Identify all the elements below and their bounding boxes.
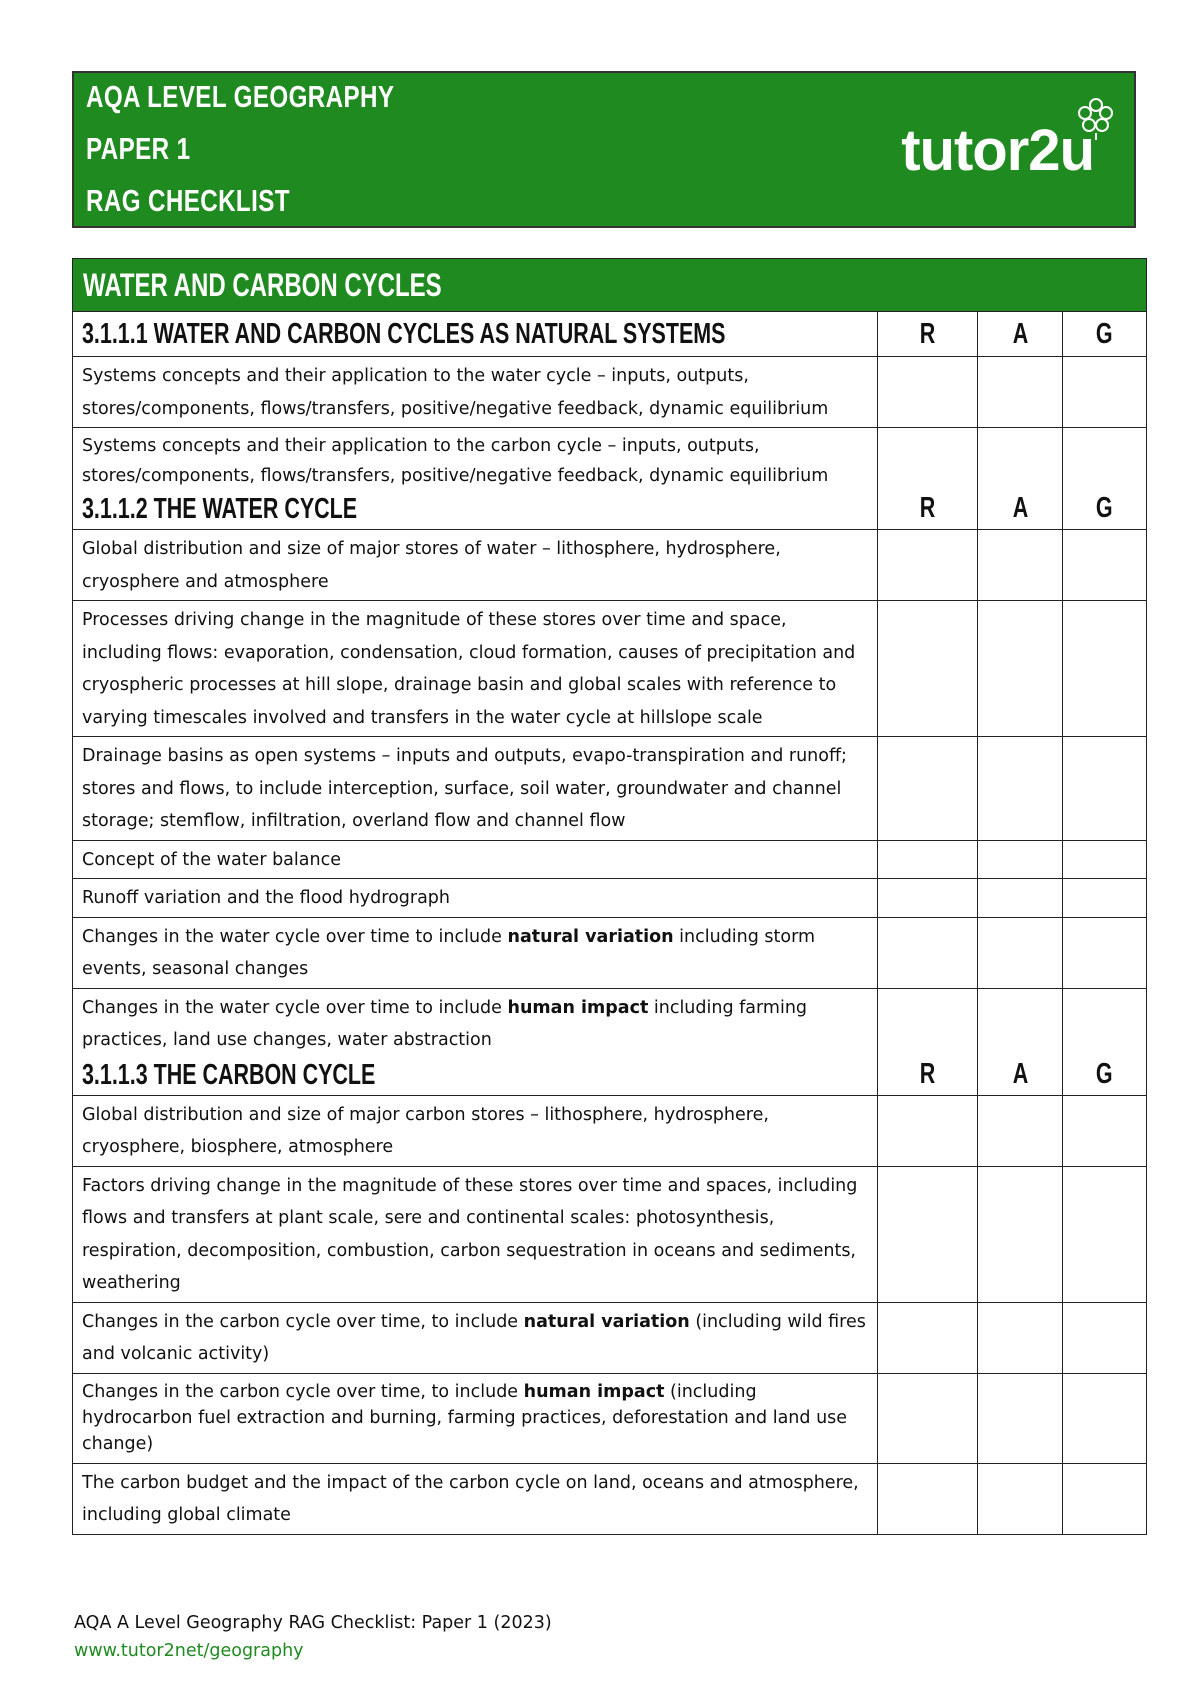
a-checkbox-cell[interactable] [978,357,1063,427]
a-checkbox-cell[interactable] [978,1374,1063,1463]
table-row [73,428,1146,530]
row-description: Factors driving change in the magnitude of these stores over time and spaces, including flows and transfers at plant scale, sere and continental scales: photosynthesis, respiration, decomposition, combustion, carbon sequestration in oceans and sediments, weathering [73,1167,878,1302]
g-checkbox-cell[interactable] [1063,737,1146,840]
r-checkbox-cell[interactable] [878,1374,978,1463]
r-checkbox-cell[interactable] [878,841,978,879]
g-checkbox-cell[interactable] [1063,357,1146,427]
row-description: The carbon budget and the impact of the carbon cycle on land, oceans and atmosphere, including global climate [73,1464,878,1534]
subheading-row [73,312,1146,357]
r-checkbox-cell[interactable] [878,1303,978,1373]
g-checkbox-cell[interactable] [1063,841,1146,879]
g-checkbox-cell[interactable] [1063,989,1146,1095]
rag-checklist-table [72,258,1147,1535]
subheading-title: 3.1.1.3 THE CARBON CYCLE [82,1058,376,1091]
g-checkbox-cell[interactable] [1063,879,1146,917]
row-description: Systems concepts and their application to the carbon cycle – inputs, outputs, stores/components, flows/transfers, positive/negative feedback, dynamic equilibrium [82,436,829,486]
r-checkbox-cell[interactable] [878,428,978,529]
table-row [73,1303,1146,1374]
table-row [73,530,1146,601]
subheading-title: 3.1.1.2 THE WATER CYCLE [82,493,358,525]
a-checkbox-cell[interactable] [978,1464,1063,1534]
row-description: Changes in the carbon cycle over time, to include human impact (including hydrocarbon fuel extraction and burning, farming practices, deforestation and land use change) [73,1374,878,1463]
g-column-header: G [1096,492,1113,524]
r-checkbox-cell[interactable] [878,918,978,988]
table-row [73,879,1146,918]
header-title: AQA LEVEL GEOGRAPHY [86,79,395,114]
g-checkbox-cell[interactable] [1063,601,1146,736]
table-row [73,737,1146,841]
g-checkbox-cell[interactable] [1063,1374,1146,1463]
g-checkbox-cell[interactable] [1063,1464,1146,1534]
r-checkbox-cell[interactable] [878,1167,978,1302]
table-row [73,357,1146,428]
a-checkbox-cell[interactable] [978,737,1063,840]
subheading-title: 3.1.1.1 WATER AND CARBON CYCLES AS NATURAL SYSTEMS [82,318,726,351]
row-description: Systems concepts and their application to the water cycle – inputs, outputs, stores/components, flows/transfers, positive/negative feedback, dynamic equilibrium [73,357,878,427]
table-row [73,1374,1146,1464]
a-checkbox-cell[interactable] [978,841,1063,879]
section-title: WATER AND CARBON CYCLES [73,259,1146,312]
g-checkbox-cell[interactable] [1063,1096,1146,1166]
table-row [73,1464,1146,1534]
a-checkbox-cell[interactable] [978,530,1063,600]
r-column-header: R [919,1057,936,1090]
tutor2u-logo: tutor2u [901,118,1094,183]
r-checkbox-cell[interactable] [878,530,978,600]
row-description: Changes in the carbon cycle over time, to include natural variation (including wild fires and volcanic activity) [73,1303,878,1373]
row-description: Changes in the water cycle over time to include natural variation including storm events, seasonal changes [73,918,878,988]
footer-link[interactable]: www.tutor2net/geography [74,1641,304,1661]
g-checkbox-cell[interactable] [1063,918,1146,988]
row-description: Processes driving change in the magnitude of these stores over time and space, including flows: evaporation, condensation, cloud formation, causes of precipitation and cryospheric processes at hill slope, drainage basin and global scales with reference to varying timescales involved and transfers in the water cycle at hillslope scale [73,601,878,736]
a-column-header: A [1012,492,1028,524]
page-footer [74,1609,552,1665]
a-column-header: A [1012,317,1028,350]
footer-title: AQA A Level Geography RAG Checklist: Paper 1 (2023) [74,1613,552,1633]
r-column-header: R [919,492,936,524]
g-checkbox-cell[interactable] [1063,1303,1146,1373]
r-column-header: R [919,317,936,350]
header-subtitle: RAG CHECKLIST [86,183,290,218]
a-checkbox-cell[interactable] [978,879,1063,917]
a-checkbox-cell[interactable] [978,918,1063,988]
r-checkbox-cell[interactable] [878,601,978,736]
row-description: Changes in the water cycle over time to include human impact including farming practices, land use changes, water abstraction [82,997,808,1050]
a-column-header: A [1012,1057,1028,1090]
a-checkbox-cell[interactable] [978,1167,1063,1302]
table-row [73,918,1146,989]
r-checkbox-cell[interactable] [878,879,978,917]
r-checkbox-cell[interactable] [878,989,978,1095]
a-checkbox-cell[interactable] [978,989,1063,1095]
row-description: Concept of the water balance [73,841,878,879]
flower-logo-icon [1072,93,1120,141]
r-checkbox-cell[interactable] [878,357,978,427]
r-checkbox-cell[interactable] [878,1096,978,1166]
table-row [73,841,1146,880]
row-description: Global distribution and size of major stores of water – lithosphere, hydrosphere, cryosphere and atmosphere [73,530,878,600]
r-checkbox-cell[interactable] [878,1464,978,1534]
table-row [73,1096,1146,1167]
g-checkbox-cell[interactable] [1063,1167,1146,1302]
table-row [73,601,1146,737]
row-description: Drainage basins as open systems – inputs and outputs, evapo-transpiration and runoff; stores and flows, to include interception, surface, soil water, groundwater and channel storage; stemflow, infiltration, overland flow and channel flow [73,737,878,840]
a-checkbox-cell[interactable] [978,1096,1063,1166]
g-checkbox-cell[interactable] [1063,428,1146,529]
g-column-header: G [1096,317,1113,350]
row-description: Runoff variation and the flood hydrograph [73,879,878,917]
row-description: Global distribution and size of major carbon stores – lithosphere, hydrosphere, cryosphere, biosphere, atmosphere [73,1096,878,1166]
header-paper: PAPER 1 [86,131,191,166]
a-checkbox-cell[interactable] [978,1303,1063,1373]
page-header [72,71,1136,228]
table-row [73,989,1146,1096]
a-checkbox-cell[interactable] [978,601,1063,736]
g-column-header: G [1096,1057,1113,1090]
g-checkbox-cell[interactable] [1063,530,1146,600]
r-checkbox-cell[interactable] [878,737,978,840]
table-row [73,1167,1146,1303]
a-checkbox-cell[interactable] [978,428,1063,529]
